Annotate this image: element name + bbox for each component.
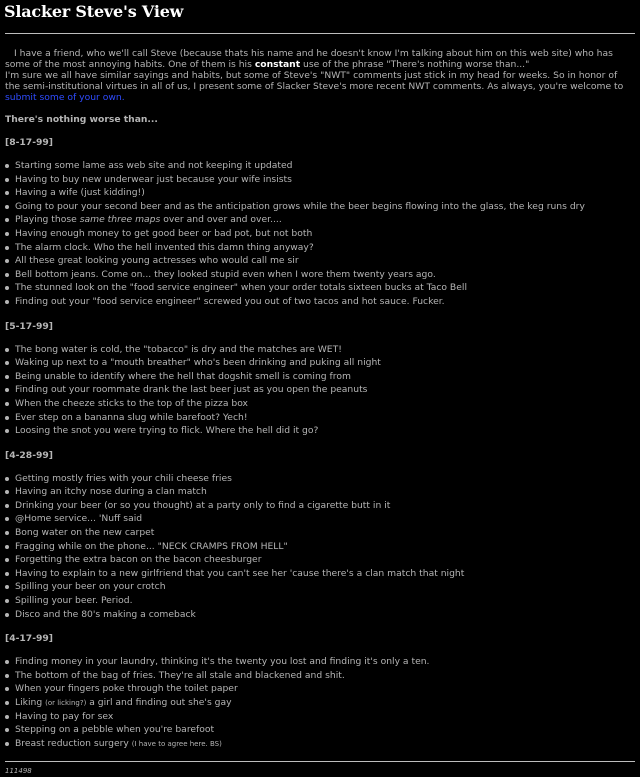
section-date: [4-28-99]: [5, 449, 53, 461]
nwt-list: [5, 343, 635, 438]
list-item: Disco and the 80's making a comeback: [5, 608, 635, 622]
list-item: Going to pour your second beer and as the anticipation grows while the beer begins flowing into the glass, the keg runs dry: [5, 200, 635, 214]
list-item: Playing those same three maps over and over and over....: [5, 213, 635, 227]
intro-bold-word: constant: [254, 59, 301, 70]
list-item: Fragging while on the phone... "NECK CRAMPS FROM HELL": [5, 540, 635, 554]
list-item: Having an itchy nose during a clan match: [5, 485, 635, 499]
list-item: All these great looking young actresses who would call me sir: [5, 254, 635, 268]
list-item: Getting mostly fries with your chili cheese fries: [5, 472, 635, 486]
nwt-list: [5, 655, 635, 750]
list-item: Drinking your beer (or so you thought) at a party only to find a cigarette butt in it: [5, 499, 635, 513]
list-item: When your fingers poke through the toilet paper: [5, 682, 635, 696]
list-item: Starting some lame ass web site and not keeping it updated: [5, 159, 635, 173]
intro-paragraph: [5, 48, 631, 103]
list-item: Loosing the snot you were trying to flick. Where the hell did it go?: [5, 424, 635, 438]
title-divider: [5, 33, 635, 34]
submit-link[interactable]: submit some of your own.: [5, 92, 125, 103]
footer-code: 111498: [5, 767, 32, 776]
intro-text-1: I have a friend, who we'll call Steve (because thats his name and he doesn't know I'm talking about him on this web site) who has some of the most annoying habits. One of them is his: [5, 48, 613, 70]
page-title: Slacker Steve's View: [4, 2, 184, 21]
nwt-list: [5, 159, 635, 309]
nwt-list: [5, 472, 635, 622]
list-item: The stunned look on the "food service engineer" when your order totals sixteen bucks at Taco Bell: [5, 281, 635, 295]
list-item: Having to buy new underwear just because your wife insists: [5, 173, 635, 187]
list-item: Being unable to identify where the hell that dogshit smell is coming from: [5, 370, 635, 384]
intro-text-3: I'm sure we all have similar sayings and habits, but some of Steve's "NWT" comments just stick in my head for weeks. So in honor of the semi-institutional virtues in all of us, I present some of Slacker Steve's more recent NWT comments. As always, you're welcome to: [5, 70, 624, 92]
list-item: Having to pay for sex: [5, 710, 635, 724]
footer-divider: [5, 761, 635, 762]
list-item: Ever step on a bananna slug while barefoot? Yech!: [5, 411, 635, 425]
list-item: The alarm clock. Who the hell invented this damn thing anyway?: [5, 241, 635, 255]
list-item: Finding money in your laundry, thinking it's the twenty you lost and finding it's only a ten.: [5, 655, 635, 669]
list-item: Spilling your beer on your crotch: [5, 580, 635, 594]
list-item: Liking (or licking?) a girl and finding out she's gay: [5, 696, 635, 710]
list-item: Finding out your "food service engineer" screwed you out of two tacos and hot sauce. Fucker.: [5, 295, 635, 309]
list-item: Waking up next to a "mouth breather" who's been drinking and puking all night: [5, 356, 635, 370]
list-item: Having enough money to get good beer or bad pot, but not both: [5, 227, 635, 241]
list-item: Forgetting the extra bacon on the bacon cheesburger: [5, 553, 635, 567]
section-date: [4-17-99]: [5, 633, 53, 645]
list-item: Spilling your beer. Period.: [5, 594, 635, 608]
list-item: Stepping on a pebble when you're barefoot: [5, 723, 635, 737]
list-item: Bong water on the new carpet: [5, 526, 635, 540]
intro-text-2: use of the phrase "There's nothing worse than...": [300, 59, 530, 70]
list-item: Bell bottom jeans. Come on... they looked stupid even when I wore them twenty years ago.: [5, 268, 635, 282]
list-item: @Home service... 'Nuff said: [5, 512, 635, 526]
list-item: When the cheeze sticks to the top of the pizza box: [5, 397, 635, 411]
section-date: [5-17-99]: [5, 320, 53, 332]
list-item: The bottom of the bag of fries. They're all stale and blackened and shit.: [5, 669, 635, 683]
list-item: Breast reduction surgery (I have to agree here. BS): [5, 737, 635, 751]
lead-heading: There's nothing worse than...: [5, 114, 158, 125]
sections: [5, 137, 635, 750]
list-item: Having a wife (just kidding!): [5, 186, 635, 200]
section-date: [8-17-99]: [5, 137, 53, 148]
list-item: Finding out your roommate drank the last beer just as you open the peanuts: [5, 383, 635, 397]
list-item: The bong water is cold, the "tobacco" is dry and the matches are WET!: [5, 343, 635, 357]
list-item: Having to explain to a new girlfriend that you can't see her 'cause there's a clan match that night: [5, 567, 635, 581]
